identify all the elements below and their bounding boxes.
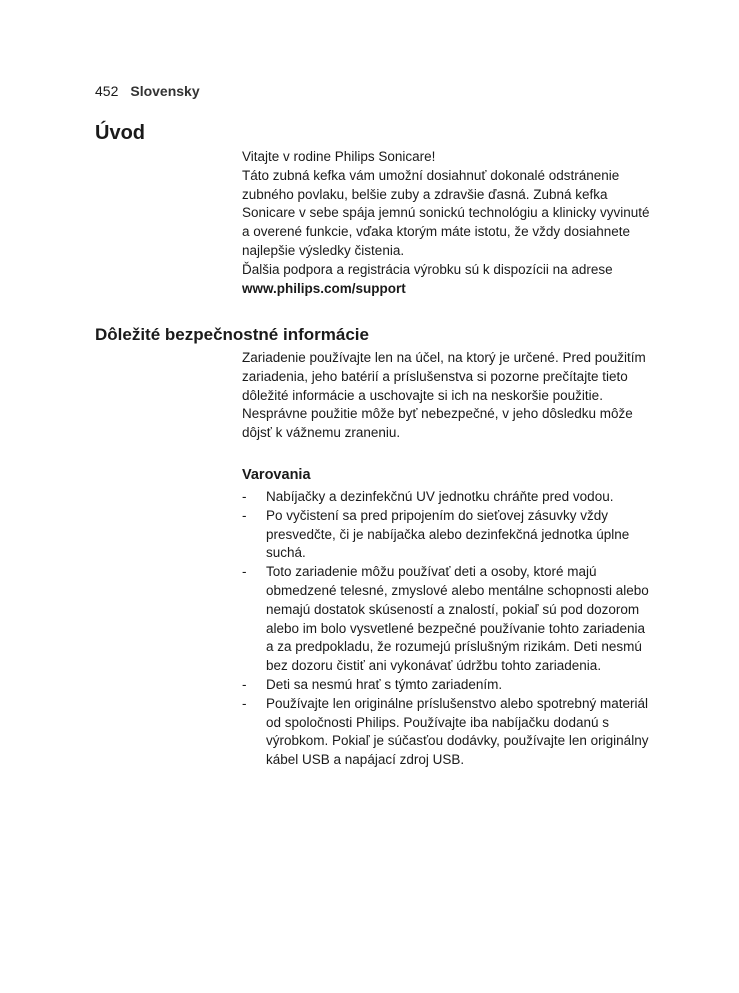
warning-item — [242, 507, 652, 563]
warning-text: Deti sa nesmú hrať s týmto zariadením. — [266, 676, 503, 692]
bullet-dash: - — [242, 489, 247, 504]
intro-support — [242, 261, 652, 299]
warning-item — [242, 488, 652, 507]
safety-heading: Dôležité bezpečnostné informácie — [95, 325, 369, 344]
warning-item — [242, 563, 652, 676]
page-header — [95, 82, 200, 100]
warning-text: Toto zariadenie môžu používať deti a osoby, ktoré majú obmedzené telesné, zmyslové alebo mentálne schopnosti alebo nemajú dostatok skúseností a znalostí, pokiaľ sú pod dozorom alebo im bolo vysvetlené bezpečné používanie tohto zariadenia a za predpokladu, že rozumejú príslušným rizikám. Deti nesmú bez dozoru čistiť ani vykonávať údržbu tohto zariadenia. — [266, 564, 649, 674]
safety-section — [242, 349, 652, 443]
support-link[interactable]: www.philips.com/support — [242, 280, 406, 296]
bullet-dash: - — [242, 507, 247, 523]
intro-heading: Úvod — [95, 122, 145, 144]
intro-body: Táto zubná kefka vám umožní dosiahnuť dokonalé odstránenie zubného povlaku, belšie zuby a zdravšie ďasná. Zubná kefka Sonicare v sebe spája jemnú sonickú technológiu a klinicky vyvinuté a overené funkcie, vďaka ktorým máte istotu, že vždy dosiahnete najlepšie výsledky čistenia. — [242, 167, 650, 258]
warnings-list — [242, 488, 652, 770]
warning-text: Po vyčistení sa pred pripojením do sieťovej zásuvky vždy presvedčte, či je nabíjačka alebo dezinfekčná jednotka úplne suchá. — [266, 507, 630, 561]
warning-text: Nabíjačky a dezinfekčnú UV jednotku chráňte pred vodou. — [266, 489, 614, 504]
page-number: 452 — [95, 83, 119, 99]
warnings-heading: Varovania — [242, 467, 311, 483]
bullet-dash: - — [242, 676, 247, 692]
warning-item — [242, 695, 652, 770]
page-language: Slovensky — [130, 83, 200, 99]
support-text: Ďalšia podpora a registrácia výrobku sú k dispozícii na adrese — [242, 261, 613, 277]
intro-welcome: Vitajte v rodine Philips Sonicare! — [242, 149, 436, 164]
warning-text: Používajte len originálne príslušenstvo alebo spotrebný materiál od spoločnosti Philips. Používajte iba nabíjačku dodanú s výrobkom. Pokiaľ je súčasťou dodávky, používajte len originálny kábel USB a napájací zdroj USB. — [266, 695, 649, 768]
intro-section — [242, 148, 652, 298]
bullet-dash: - — [242, 695, 247, 711]
safety-body: Zariadenie používajte len na účel, na ktorý je určené. Pred použitím zariadenia, jeho batérií a príslušenstva si pozorne prečítajte tieto dôležité informácie a uschovajte si ich na neskoršie použitie. Nesprávne použitie môže byť nebezpečné, v jeho dôsledku môže dôjsť k vážnemu zraneniu. — [242, 350, 646, 441]
bullet-dash: - — [242, 564, 247, 580]
warning-item — [242, 676, 652, 695]
